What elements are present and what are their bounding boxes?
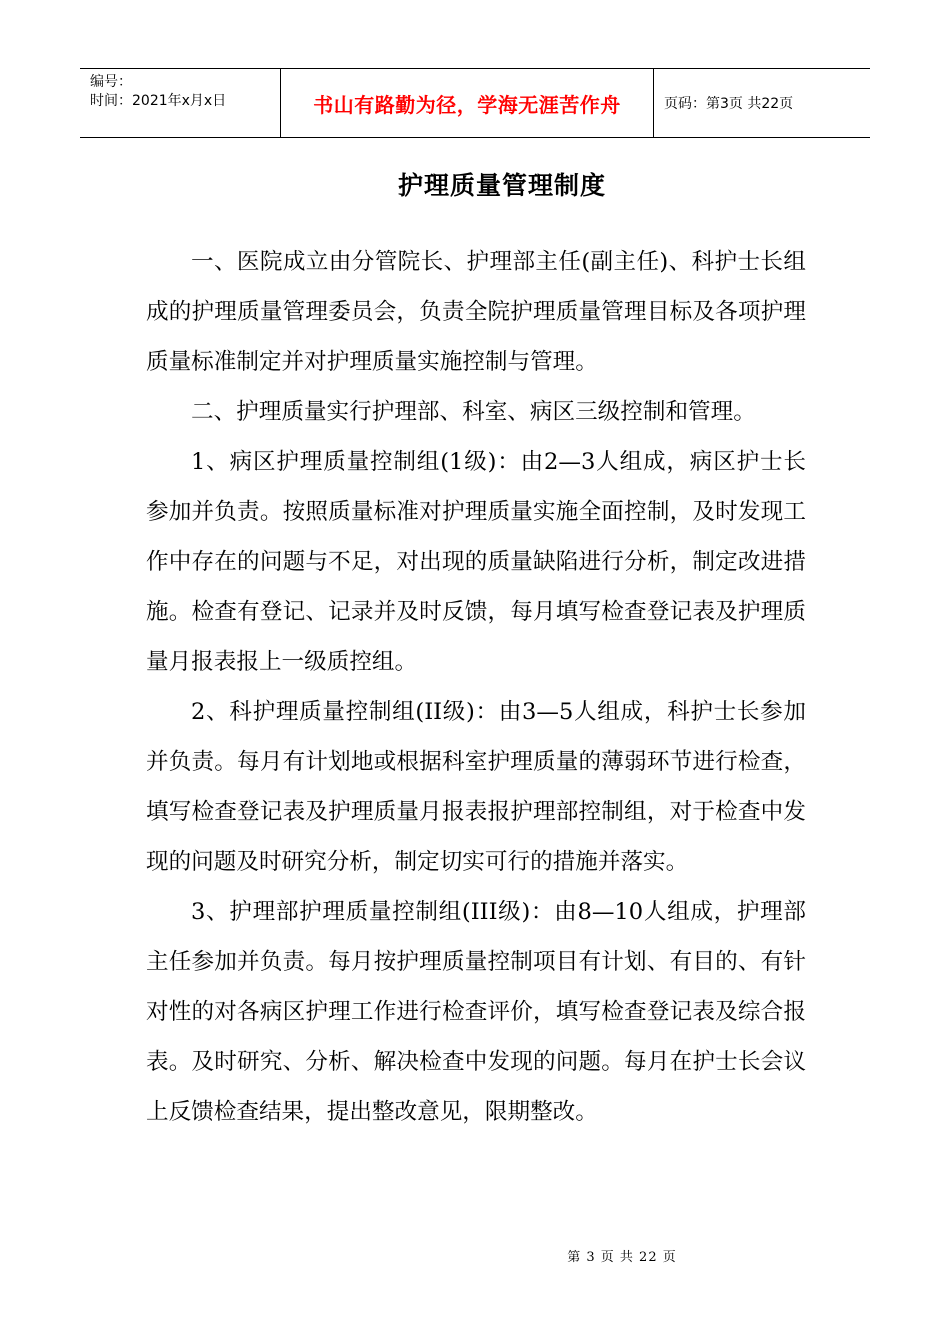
page-header [80, 68, 870, 138]
document-body [146, 237, 806, 1137]
paragraph: 2、科护理质量控制组(II级)：由3—5人组成，科护士长参加并负责。每月有计划地或根据科室护理质量的薄弱环节进行检查，填写检查登记表及护理质量月报表报护理部控制组，对于检查中发现的问题及时研究分析，制定切实可行的措施并落实。 [146, 699, 806, 875]
page-footer: 第 3 页 共 22 页 [567, 1250, 677, 1265]
document-time-label: 时间：2021年x月x日 [90, 93, 227, 109]
paragraph: 3、护理部护理质量控制组(III级)：由8—10人组成，护理部主任参加并负责。每月按护理质量控制项目有计划、有目的、有针对性的对各病区护理工作进行检查评价，填写检查登记表及综合报表。及时研究、分析、解决检查中发现的问题。每月在护士长会议上反馈检查结果，提出整改意见，限期整改。 [146, 899, 806, 1125]
header-meta [80, 69, 281, 137]
document-title: 护理质量管理制度 [397, 171, 606, 200]
document-number-label: 编号： [90, 74, 132, 90]
paragraph: 二、护理质量实行护理部、科室、病区三级控制和管理。 [191, 399, 756, 425]
header-motto: 书山有路勤为径，学海无涯苦作舟 [281, 69, 654, 137]
header-page-info: 页码：第3页 共22页 [664, 96, 794, 112]
paragraph: 一、医院成立由分管院长、护理部主任(副主任)、科护士长组成的护理质量管理委员会，负责全院护理质量管理目标及各项护理质量标准制定并对护理质量实施控制与管理。 [146, 249, 806, 375]
paragraph: 1、病区护理质量控制组(1级)：由2—3人组成，病区护士长参加并负责。按照质量标准对护理质量实施全面控制，及时发现工作中存在的问题与不足，对出现的质量缺陷进行分析，制定改进措施。检查有登记、记录并及时反馈，每月填写检查登记表及护理质量月报表报上一级质控组。 [146, 449, 806, 675]
